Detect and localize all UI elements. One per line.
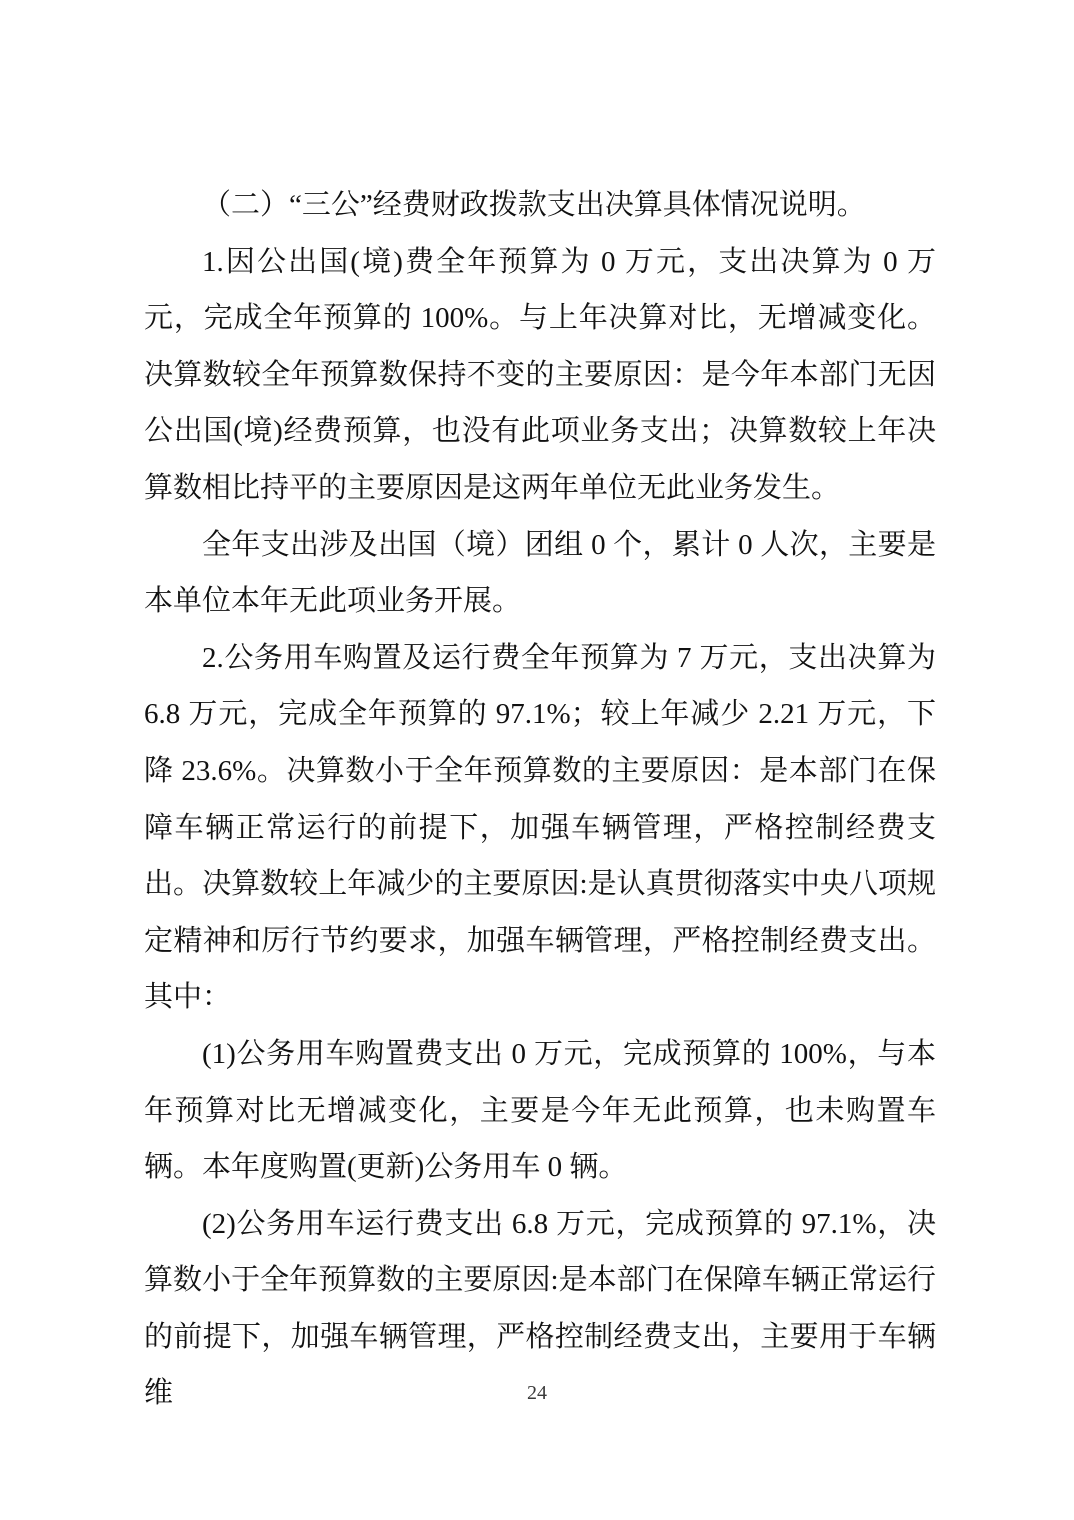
section-heading: （二）“三公”经费财政拨款支出决算具体情况说明。 [202,189,866,221]
paragraph-vehicle-purchase: (1)公务用车购置费支出 0 万元，完成预算的 100%，与本年预算对比无增减变化，主要是今年无此预算，也未购置车辆。本年度购置(更新)公务用车 0 辆。 [144,1037,936,1184]
page-number: 24 [527,1382,547,1404]
paragraph-vehicle-total: 2.公务用车购置及运行费全年预算为 7 万元，支出决算为 6.8 万元，完成全年预算的 97.1%；较上年减少 2.21 万元，下降 23.6%。决算数小于全年预算数的主要原因：是本部门在保障车辆正常运行的前提下，加强车辆管理，严格控制经费支出。决算数较上年减少的主要原因:是认真贯彻落实中央八项规定精神和厉行节约要求，加强车辆管理，严格控制经费支出。其中： [144,641,936,1014]
paragraph-overseas-trips: 1.因公出国(境)费全年预算为 0 万元，支出决算为 0 万元，完成全年预算的 100%。与上年决算对比，无增减变化。决算数较全年预算数保持不变的主要原因：是今年本部门无因公出国(境)经费预算，也没有此项业务支出；决算数较上年决算数相比持平的主要原因是这两年单位无此业务发生。 [144,245,936,504]
document-body [144,177,936,1422]
paragraph-trip-groups: 全年支出涉及出国（境）团组 0 个，累计 0 人次，主要是本单位本年无此项业务开展。 [144,528,936,618]
paragraph-vehicle-operation: (2)公务用车运行费支出 6.8 万元，完成预算的 97.1%，决算数小于全年预算数的主要原因:是本部门在保障车辆正常运行的前提下，加强车辆管理，严格控制经费支出，主要用于车辆维 [144,1207,936,1410]
